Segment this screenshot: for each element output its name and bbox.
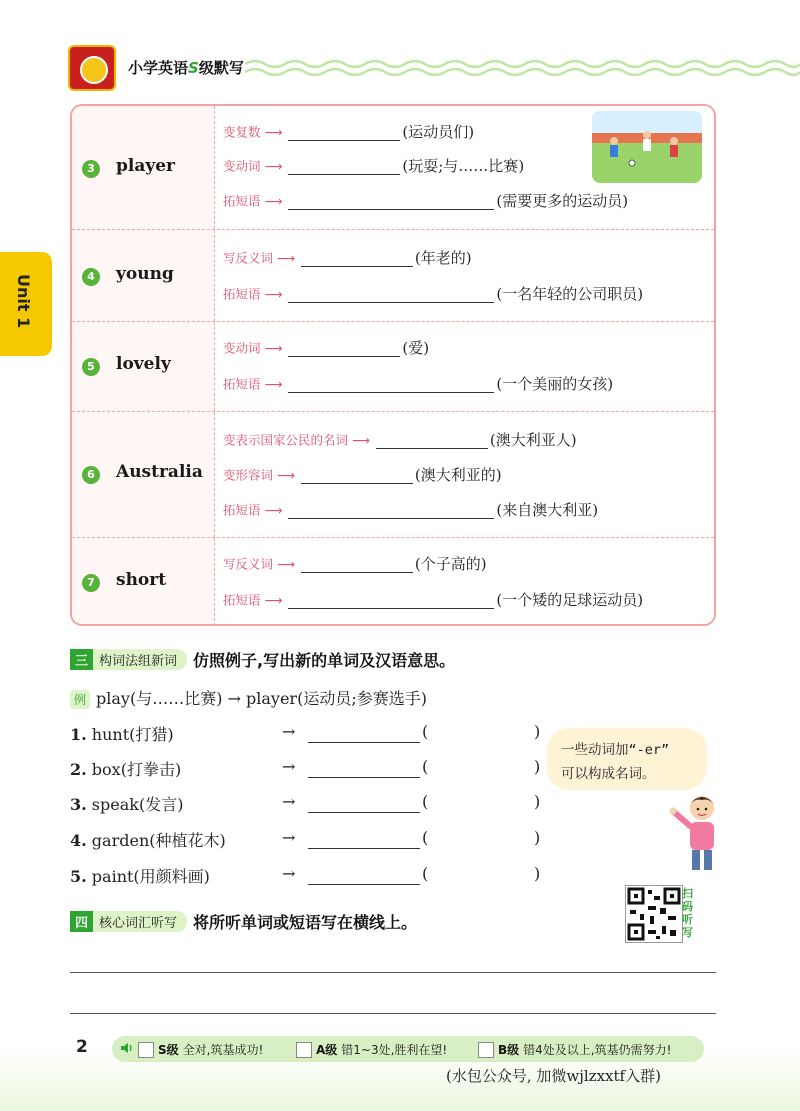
right-paren: ) <box>534 864 541 883</box>
line-hint: (一名年轻的公司职员) <box>496 285 644 303</box>
word-number: 4 <box>82 268 100 286</box>
word-line <box>223 337 429 363</box>
line-hint: (运动员们) <box>402 123 475 141</box>
line-tag: 拓短语 ⟶ <box>223 193 283 209</box>
right-paren: ) <box>534 792 541 811</box>
boy-illustration <box>668 792 724 874</box>
line-tag: 拓短语 ⟶ <box>223 376 283 392</box>
soccer-players-illustration <box>592 111 702 183</box>
line-hint: (澳大利亚人) <box>489 431 577 449</box>
example-badge: 例 <box>70 690 90 709</box>
word-label: Australia <box>116 462 203 482</box>
line-tag: 拓短语 ⟶ <box>223 502 283 518</box>
answer-blank[interactable] <box>376 430 488 449</box>
answer-blank[interactable] <box>288 374 494 393</box>
line-tag: 变动词 ⟶ <box>223 340 283 356</box>
right-paren: ) <box>534 828 541 847</box>
grade-text: 错1~3处,胜利在望! <box>341 1043 448 1057</box>
word-line <box>223 283 643 309</box>
grade-level: S级 <box>158 1043 179 1057</box>
section-4-header <box>70 910 417 936</box>
answer-blank[interactable] <box>288 500 494 519</box>
line-tag: 变复数 ⟶ <box>223 124 283 140</box>
dictation-line[interactable] <box>70 972 716 973</box>
grade-checkbox[interactable] <box>478 1042 494 1058</box>
right-paren: ) <box>534 757 541 776</box>
question-text: box(打拳击) <box>91 760 182 779</box>
header-wave-decoration <box>245 58 800 78</box>
line-hint: (来自澳大利亚) <box>496 501 599 519</box>
arrow: → <box>282 792 296 811</box>
word-line <box>223 429 577 455</box>
section-3-badge: 三 <box>70 649 93 670</box>
grade-checkbox[interactable] <box>296 1042 312 1058</box>
arrow: → <box>282 722 296 741</box>
word-line <box>223 190 628 216</box>
unit-tab <box>0 252 52 356</box>
section-4-instruction: 将所听单词或短语写在横线上。 <box>193 913 418 932</box>
grade-checkbox[interactable] <box>138 1042 154 1058</box>
grade-level: A级 <box>316 1043 338 1057</box>
publisher-logo <box>68 45 116 91</box>
line-tag: 变表示国家公民的名词 ⟶ <box>223 432 370 448</box>
question-row <box>70 792 541 818</box>
left-paren: ( <box>422 757 429 776</box>
unit-tab-label: Unit 1 <box>14 274 33 329</box>
answer-blank[interactable] <box>301 554 413 573</box>
right-paren: ) <box>534 722 541 741</box>
grade-s <box>138 1041 263 1058</box>
question-text: garden(种植花木) <box>91 831 226 850</box>
grade-bar <box>112 1036 704 1062</box>
word-row-young <box>72 230 714 322</box>
line-hint: (年老的) <box>414 249 472 267</box>
section-3-title: 构词法组新词 <box>93 649 187 670</box>
speaker-icon <box>120 1041 134 1055</box>
line-tag: 变形容词 ⟶ <box>223 467 295 483</box>
line-hint: (澳大利亚的) <box>414 466 502 484</box>
answer-blank[interactable] <box>308 830 420 849</box>
word-line <box>223 121 474 147</box>
word-row-lovely <box>72 322 714 412</box>
word-label: lovely <box>116 354 171 374</box>
left-paren: ( <box>422 864 429 883</box>
line-tag: 写反义词 ⟶ <box>223 250 295 266</box>
word-line <box>223 589 643 615</box>
line-hint: (个子高的) <box>414 555 487 573</box>
book-title <box>128 57 244 78</box>
grade-text: 错4处及以上,筑基仍需努力! <box>523 1043 672 1057</box>
answer-blank[interactable] <box>288 191 494 210</box>
answer-blank[interactable] <box>308 724 420 743</box>
answer-blank[interactable] <box>288 122 400 141</box>
question-text: hunt(打猎) <box>91 725 174 744</box>
line-tag: 写反义词 ⟶ <box>223 556 295 572</box>
line-hint: (爱) <box>402 339 430 357</box>
section-3-example <box>70 686 427 710</box>
word-number: 7 <box>82 574 100 592</box>
section-3-instruction: 仿照例子,写出新的单词及汉语意思。 <box>193 651 456 670</box>
grade-level: B级 <box>498 1043 520 1057</box>
answer-blank[interactable] <box>301 248 413 267</box>
arrow: → <box>282 828 296 847</box>
footer-note: (水包公众号, 加微wjlzxxtf入群) <box>446 1067 661 1085</box>
question-number: 2. <box>70 760 87 779</box>
word-line <box>223 155 524 181</box>
question-row <box>70 722 541 748</box>
word-number: 5 <box>82 358 100 376</box>
answer-blank[interactable] <box>308 759 420 778</box>
question-number: 3. <box>70 795 87 814</box>
line-hint: (一个美丽的女孩) <box>496 375 614 393</box>
grade-a <box>296 1041 447 1058</box>
line-tag: 拓短语 ⟶ <box>223 592 283 608</box>
left-paren: ( <box>422 828 429 847</box>
word-line <box>223 553 487 579</box>
section-4-badge: 四 <box>70 911 93 932</box>
tip-bubble <box>547 728 707 790</box>
tip-line-2: 可以构成名词。 <box>561 766 656 782</box>
book-title-suffix: 级默写 <box>198 59 244 77</box>
word-line <box>223 247 472 273</box>
page-number: 2 <box>76 1037 88 1057</box>
example-text: play(与……比赛) → player(运动员;参赛选手) <box>96 689 427 708</box>
arrow: → <box>282 864 296 883</box>
line-tag: 变动词 ⟶ <box>223 158 283 174</box>
line-tag: 拓短语 ⟶ <box>223 286 283 302</box>
answer-blank[interactable] <box>308 794 420 813</box>
word-label: young <box>116 264 174 284</box>
grade-text: 全对,筑基成功! <box>182 1043 264 1057</box>
left-paren: ( <box>422 792 429 811</box>
word-number: 6 <box>82 466 100 484</box>
section-4-title: 核心词汇听写 <box>93 911 187 932</box>
arrow: → <box>282 757 296 776</box>
line-hint: (一个矮的足球运动员) <box>496 591 644 609</box>
word-line <box>223 499 598 525</box>
book-title-s: S <box>188 59 199 77</box>
page-header <box>0 0 800 95</box>
word-label: short <box>116 570 167 590</box>
answer-blank[interactable] <box>288 156 400 175</box>
question-number: 5. <box>70 867 87 886</box>
word-line <box>223 464 502 490</box>
dictation-line[interactable] <box>70 1013 716 1014</box>
word-label: player <box>116 156 176 176</box>
word-line <box>223 373 613 399</box>
question-text: paint(用颜料画) <box>91 867 210 886</box>
word-number: 3 <box>82 160 100 178</box>
question-text: speak(发言) <box>91 795 184 814</box>
tip-line-1: 一些动词加“-er” <box>561 742 670 758</box>
answer-blank[interactable] <box>308 866 420 885</box>
question-row <box>70 864 541 890</box>
line-hint: (玩耍;与……比赛) <box>402 157 525 175</box>
answer-blank[interactable] <box>301 465 413 484</box>
line-hint: (需要更多的运动员) <box>496 192 629 210</box>
left-paren: ( <box>422 722 429 741</box>
word-row-short <box>72 538 714 626</box>
book-title-prefix: 小学英语 <box>128 59 189 77</box>
qr-label: 扫码听写 <box>682 887 693 939</box>
question-number: 4. <box>70 831 87 850</box>
question-number: 1. <box>70 725 87 744</box>
qr-code-icon[interactable] <box>625 885 683 943</box>
answer-blank[interactable] <box>288 284 494 303</box>
section-3-header <box>70 648 455 674</box>
answer-blank[interactable] <box>288 590 494 609</box>
grade-b <box>478 1041 671 1058</box>
question-row <box>70 757 541 783</box>
word-row-australia <box>72 412 714 538</box>
answer-blank[interactable] <box>288 338 400 357</box>
question-row <box>70 828 541 854</box>
